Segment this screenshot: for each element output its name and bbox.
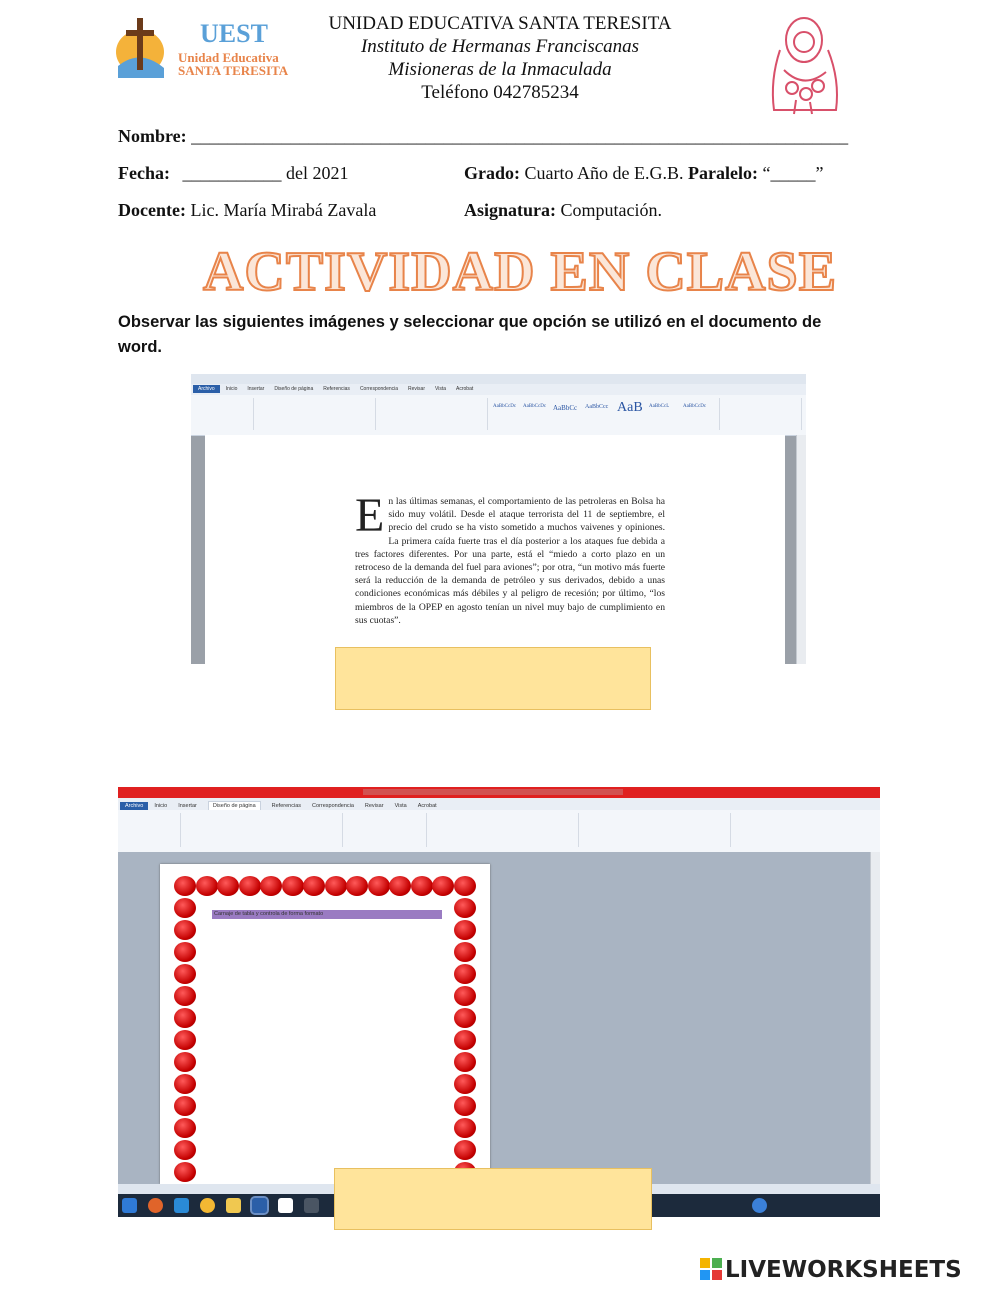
tab-archivo: Archivo [193, 385, 220, 393]
tab-archivo: Archivo [120, 802, 148, 810]
apple-border-icon [174, 1140, 196, 1160]
apple-border-icon [174, 964, 196, 984]
apple-border-icon [303, 876, 325, 896]
window-titlebar [118, 787, 880, 798]
nombre-label: Nombre: [118, 126, 187, 146]
apple-border-icon [174, 942, 196, 962]
apple-border-icon [325, 876, 347, 896]
docente-value: Lic. María Mirabá Zavala [190, 200, 377, 220]
word-screenshot-dropcap [191, 374, 806, 664]
apple-border-icon [454, 898, 476, 918]
style-6: AaBbCcL [649, 404, 670, 409]
arrange-group [580, 813, 731, 847]
font-group [255, 398, 376, 430]
apple-border-icon [217, 876, 239, 896]
tab-insertar: Insertar [178, 803, 197, 809]
grado-field [464, 163, 823, 184]
apple-border-icon [174, 876, 196, 896]
apple-border-icon [454, 1052, 476, 1072]
chrome-icon [200, 1198, 215, 1213]
apple-border-icon [389, 876, 411, 896]
apple-border-icon [454, 942, 476, 962]
tab-inicio: Inicio [154, 803, 168, 809]
apple-border-icon [454, 876, 476, 896]
style-1: AaBbCcDc [493, 404, 517, 409]
answer-box-2[interactable] [334, 1168, 652, 1230]
liveworksheets-logo [700, 1257, 962, 1283]
apple-border-icon [174, 1118, 196, 1138]
tab-vista: Vista [434, 386, 447, 392]
logo-line2: SANTA TERESITA [178, 63, 289, 78]
window-titlebar [191, 374, 806, 384]
apple-border-icon [454, 1118, 476, 1138]
styles-group [489, 398, 720, 430]
tab-referencias: Referencias [271, 803, 302, 809]
asignatura-field [464, 200, 662, 221]
asignatura-value: Computación. [560, 200, 663, 220]
brand-text: LIVEWORKSHEETS [725, 1257, 962, 1283]
workspace [118, 852, 870, 1184]
style-5: AaB [617, 400, 643, 415]
help-icon [752, 1198, 767, 1213]
paragraph-group [377, 398, 488, 430]
apple-border-icon [174, 1074, 196, 1094]
apple-border-icon [454, 1140, 476, 1160]
ribbon [118, 810, 880, 853]
home-icon [278, 1198, 293, 1213]
apple-border-icon [454, 1030, 476, 1050]
paralelo-value: “_____” [762, 163, 824, 183]
docente-field [118, 200, 376, 221]
instruction-text: Observar las siguientes imágenes y seleccionar que opción se utilizó en el documento de word. [118, 313, 822, 356]
apple-border-icon [454, 1074, 476, 1094]
tab-inicio: Inicio [225, 386, 238, 392]
activity-title: ACTIVIDAD EN CLASE [202, 241, 838, 303]
saint-teresa-emblem [760, 10, 852, 118]
folder-icon [226, 1198, 241, 1213]
apple-border-icon [260, 876, 282, 896]
firefox-icon [148, 1198, 163, 1213]
apple-border-icon [174, 1096, 196, 1116]
nombre-blank: _________________________________________________________________________ [191, 126, 849, 146]
ribbon [191, 395, 806, 436]
tab-correspondencia: Correspondencia [312, 803, 354, 809]
apple-border-icon [411, 876, 433, 896]
page-setup-group [182, 813, 343, 847]
grado-value: Cuarto Año de E.G.B. [524, 163, 684, 183]
fecha-label: Fecha: [118, 163, 170, 183]
tab-referencias: Referencias [323, 386, 350, 392]
document-page [160, 864, 490, 1184]
apple-border-icon [454, 1096, 476, 1116]
tab-diseno: Diseño de página [208, 801, 261, 811]
ie-icon [174, 1198, 189, 1213]
school-logo [112, 12, 312, 84]
apple-border-icon [174, 920, 196, 940]
institute-line1: Instituto de Hermanas Franciscanas [360, 36, 640, 57]
grado-label: Grado: [464, 163, 520, 183]
apple-border-icon [282, 876, 304, 896]
apple-border-icon [174, 1030, 196, 1050]
tab-acrobat: Acrobat [456, 386, 474, 392]
apple-border-icon [368, 876, 390, 896]
phone-number: Teléfono 042785234 [421, 82, 579, 103]
apple-border-icon [346, 876, 368, 896]
nombre-field [118, 126, 848, 147]
institute-line2: Misioneras de la Inmaculada [388, 59, 612, 80]
tab-insertar: Insertar [247, 386, 265, 392]
document-page [205, 435, 785, 664]
ribbon-tabs [118, 798, 880, 810]
paragraph-body: n las últimas semanas, el comportamiento de las petroleras en Bolsa ha sido muy volátil. Desde el ataque terrorista del 11 de septiembre, el precio del crudo se ha visto sometido a muchos vaivenes y opiniones. La primera caída fuerte tras el día posterior a los ataques fue debida a tres factores diferentes. Por una parte, está el “miedo a corto plazo en un retroceso de la demanda del fuel para aviones”; por otra, “un motivo más fuerte será la reducción de la demanda de petróleo y sus derivados, debido a unas condiciones económicas más débiles y al peligro de recesión; por último, “los miembros de la OPEP en agosto tenían un nivel muy bajo de cumplimiento en sus cuotas”. [355, 496, 665, 626]
style-4: AaBbCcc [585, 404, 609, 410]
apple-border-icon [239, 876, 261, 896]
apple-border-icon [174, 1008, 196, 1028]
vertical-scrollbar [870, 852, 880, 1184]
apple-border-icon [174, 986, 196, 1006]
school-name: UNIDAD EDUCATIVA SANTA TERESITA [328, 13, 672, 34]
ribbon-tabs [191, 384, 806, 395]
apple-border-icon [174, 1162, 196, 1182]
apple-border-icon [454, 1008, 476, 1028]
answer-box-1[interactable] [335, 647, 651, 710]
page-heading: Carnaje de tabla y controla de forma formato [212, 910, 442, 919]
page-background-group [344, 813, 427, 847]
liveworksheets-icon [700, 1258, 722, 1280]
paralelo-label: Paralelo: [688, 163, 758, 183]
style-3: AaBbCc [553, 404, 578, 412]
word-screenshot-page-border [118, 787, 880, 1217]
tab-vista: Vista [394, 803, 407, 809]
dropcap-letter: E [355, 489, 385, 542]
fecha-field [118, 163, 348, 184]
apple-border-icon [454, 920, 476, 940]
tab-revisar: Revisar [364, 803, 384, 809]
asignatura-label: Asignatura: [464, 200, 557, 220]
apple-border-icon [454, 964, 476, 984]
app-icon [304, 1198, 319, 1213]
apple-border-icon [174, 1052, 196, 1072]
fecha-value: ___________ del 2021 [182, 163, 349, 183]
article-paragraph [355, 489, 665, 627]
style-7: AaBbCcDc [683, 404, 707, 409]
vertical-scrollbar [796, 435, 806, 664]
apple-border-icon [196, 876, 218, 896]
tab-revisar: Revisar [408, 386, 425, 392]
word-icon [252, 1198, 267, 1213]
docente-label: Docente: [118, 200, 186, 220]
logo-line1: Unidad Educativa [178, 50, 279, 65]
style-2: AaBbCcDc [523, 404, 547, 409]
paragraph-group [428, 813, 579, 847]
tab-correspondencia: Correspondencia [359, 386, 399, 392]
editing-group [721, 398, 802, 430]
apple-border-icon [454, 986, 476, 1006]
apple-border-icon [174, 898, 196, 918]
themes-group [120, 813, 181, 847]
clipboard-group [193, 398, 254, 430]
tab-acrobat: Acrobat [417, 803, 437, 809]
start-icon [122, 1198, 137, 1213]
apple-border-icon [432, 876, 454, 896]
tab-diseno: Diseño de página [274, 386, 314, 392]
logo-acronym: UEST [200, 19, 268, 48]
